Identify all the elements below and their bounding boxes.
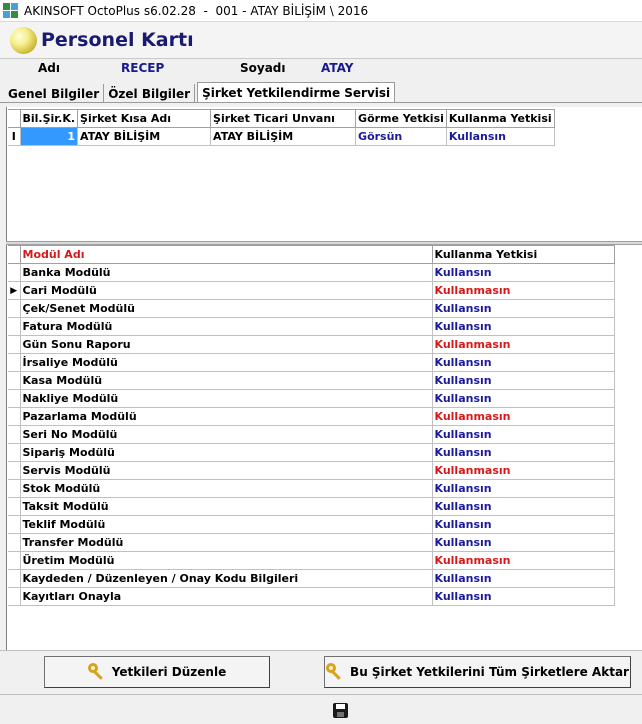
row-indicator bbox=[8, 300, 20, 318]
module-name-cell[interactable]: Teklif Modülü bbox=[20, 516, 432, 534]
module-permission-cell[interactable]: Kullansın bbox=[432, 354, 614, 372]
module-permission-cell[interactable]: Kullanmasın bbox=[432, 552, 614, 570]
module-permission-cell[interactable]: Kullanmasın bbox=[432, 462, 614, 480]
module-permission-cell[interactable]: Kullansın bbox=[432, 498, 614, 516]
module-name-cell[interactable]: Pazarlama Modülü bbox=[20, 408, 432, 426]
row-indicator bbox=[8, 426, 20, 444]
col-company-short-name[interactable]: Şirket Kısa Adı bbox=[78, 110, 211, 128]
module-name-cell[interactable]: Servis Modülü bbox=[20, 462, 432, 480]
row-indicator bbox=[8, 408, 20, 426]
table-row[interactable] bbox=[8, 534, 614, 552]
module-permission-cell[interactable]: Kullansın bbox=[432, 300, 614, 318]
row-indicator bbox=[8, 570, 20, 588]
row-indicator bbox=[8, 336, 20, 354]
table-row[interactable] bbox=[8, 480, 614, 498]
tab-general-info[interactable]: Genel Bilgiler bbox=[4, 84, 104, 103]
module-name-cell[interactable]: Nakliye Modülü bbox=[20, 390, 432, 408]
first-name-label: Adı bbox=[38, 61, 60, 75]
save-bar bbox=[0, 694, 642, 724]
page-header bbox=[0, 22, 642, 58]
module-permission-cell[interactable]: Kullansın bbox=[432, 480, 614, 498]
module-table bbox=[8, 245, 615, 606]
table-row[interactable] bbox=[8, 570, 614, 588]
col-view-permission[interactable]: Görme Yetkisi bbox=[356, 110, 447, 128]
table-row[interactable] bbox=[8, 128, 554, 146]
col-company-code[interactable]: Bil.Şir.K. bbox=[20, 110, 78, 128]
table-row[interactable] bbox=[8, 264, 614, 282]
module-name-cell[interactable]: İrsaliye Modülü bbox=[20, 354, 432, 372]
table-row[interactable] bbox=[8, 516, 614, 534]
table-row[interactable] bbox=[8, 354, 614, 372]
company-code-cell[interactable]: 1 bbox=[20, 128, 78, 146]
row-indicator bbox=[8, 516, 20, 534]
col-company-title[interactable]: Şirket Ticari Unvanı bbox=[211, 110, 356, 128]
module-permission-cell[interactable]: Kullansın bbox=[432, 390, 614, 408]
table-row[interactable] bbox=[8, 390, 614, 408]
save-icon[interactable] bbox=[333, 703, 348, 718]
module-name-cell[interactable]: Kasa Modülü bbox=[20, 372, 432, 390]
module-permission-cell[interactable]: Kullansın bbox=[432, 570, 614, 588]
table-row[interactable] bbox=[8, 300, 614, 318]
module-name-cell[interactable]: Çek/Senet Modülü bbox=[20, 300, 432, 318]
row-indicator bbox=[8, 588, 20, 606]
row-indicator bbox=[8, 444, 20, 462]
module-permission-cell[interactable]: Kullansın bbox=[432, 534, 614, 552]
module-permission-cell[interactable]: Kullansın bbox=[432, 444, 614, 462]
col-module-permission[interactable]: Kullanma Yetkisi bbox=[432, 246, 614, 264]
module-permission-cell[interactable]: Kullanmasın bbox=[432, 336, 614, 354]
module-name-cell[interactable]: Sipariş Modülü bbox=[20, 444, 432, 462]
table-row[interactable] bbox=[8, 552, 614, 570]
window-title: AKINSOFT OctoPlus s6.02.28 - 001 - ATAY BİLİŞİM \ 2016 bbox=[24, 3, 369, 18]
module-permission-cell[interactable]: Kullansın bbox=[432, 372, 614, 390]
company-table bbox=[8, 109, 555, 146]
module-name-cell[interactable]: Stok Modülü bbox=[20, 480, 432, 498]
module-name-cell[interactable]: Üretim Modülü bbox=[20, 552, 432, 570]
edit-permissions-label: Yetkileri Düzenle bbox=[111, 665, 227, 679]
table-row[interactable] bbox=[8, 282, 614, 300]
last-name-value: ATAY bbox=[321, 61, 354, 75]
module-name-cell[interactable]: Fatura Modülü bbox=[20, 318, 432, 336]
module-name-cell[interactable]: Transfer Modülü bbox=[20, 534, 432, 552]
tab-underline bbox=[0, 102, 642, 103]
row-indicator bbox=[8, 318, 20, 336]
row-indicator bbox=[8, 480, 20, 498]
use-permission-cell[interactable]: Kullansın bbox=[446, 128, 554, 146]
table-row[interactable] bbox=[8, 336, 614, 354]
row-indicator bbox=[8, 264, 20, 282]
window-titlebar bbox=[0, 0, 642, 22]
tab-strip bbox=[4, 82, 395, 103]
col-module-name[interactable]: Modül Adı bbox=[20, 246, 432, 264]
module-permission-cell[interactable]: Kullansın bbox=[432, 318, 614, 336]
personnel-info-row bbox=[0, 59, 642, 79]
table-row[interactable] bbox=[8, 318, 614, 336]
row-indicator bbox=[8, 462, 20, 480]
table-row[interactable] bbox=[8, 588, 614, 606]
company-title-cell[interactable]: ATAY BİLİŞİM bbox=[211, 128, 356, 146]
copy-to-all-companies-label: Bu Şirket Yetkilerini Tüm Şirketlere Aktar bbox=[350, 665, 629, 679]
row-indicator bbox=[8, 498, 20, 516]
first-name-value: RECEP bbox=[121, 61, 165, 75]
company-short-name-cell[interactable]: ATAY BİLİŞİM bbox=[78, 128, 211, 146]
module-permission-cell[interactable]: Kullanmasın bbox=[432, 408, 614, 426]
module-permission-cell[interactable]: Kullansın bbox=[432, 516, 614, 534]
current-row-arrow-icon: ▶ bbox=[8, 282, 20, 300]
row-indicator: I bbox=[8, 128, 20, 146]
row-indicator bbox=[8, 390, 20, 408]
yellow-ball-icon bbox=[10, 27, 37, 54]
table-row[interactable] bbox=[8, 426, 614, 444]
module-permission-cell[interactable]: Kullansın bbox=[432, 264, 614, 282]
row-indicator bbox=[8, 552, 20, 570]
row-indicator bbox=[8, 534, 20, 552]
table-row[interactable] bbox=[8, 462, 614, 480]
tab-company-authorization[interactable]: Şirket Yetkilendirme Servisi bbox=[197, 82, 395, 103]
row-indicator bbox=[8, 354, 20, 372]
edit-permissions-button[interactable] bbox=[44, 656, 270, 688]
copy-to-all-companies-button[interactable] bbox=[324, 656, 631, 688]
last-name-label: Soyadı bbox=[240, 61, 286, 75]
module-name-cell[interactable]: Taksit Modülü bbox=[20, 498, 432, 516]
row-indicator bbox=[8, 372, 20, 390]
module-permission-cell[interactable]: Kullansın bbox=[432, 426, 614, 444]
page-title: Personel Kartı bbox=[41, 29, 194, 51]
module-name-cell[interactable]: Gün Sonu Raporu bbox=[20, 336, 432, 354]
key-icon bbox=[88, 663, 106, 681]
table-row[interactable] bbox=[8, 372, 614, 390]
col-use-permission[interactable]: Kullanma Yetkisi bbox=[446, 110, 554, 128]
module-name-cell[interactable]: Kayıtları Onayla bbox=[20, 588, 432, 606]
module-name-cell[interactable]: Cari Modülü bbox=[20, 282, 432, 300]
module-permission-cell[interactable]: Kullansın bbox=[432, 588, 614, 606]
table-row[interactable] bbox=[8, 444, 614, 462]
tab-private-info[interactable]: Özel Bilgiler bbox=[104, 84, 195, 103]
module-name-cell[interactable]: Seri No Modülü bbox=[20, 426, 432, 444]
table-row[interactable] bbox=[8, 408, 614, 426]
module-name-cell[interactable]: Kaydeden / Düzenleyen / Onay Kodu Bilgileri bbox=[20, 570, 432, 588]
module-permission-cell[interactable]: Kullanmasın bbox=[432, 282, 614, 300]
view-permission-cell[interactable]: Görsün bbox=[356, 128, 447, 146]
app-logo-icon bbox=[3, 3, 19, 19]
key-icon bbox=[326, 663, 344, 681]
table-row[interactable] bbox=[8, 498, 614, 516]
module-name-cell[interactable]: Banka Modülü bbox=[20, 264, 432, 282]
